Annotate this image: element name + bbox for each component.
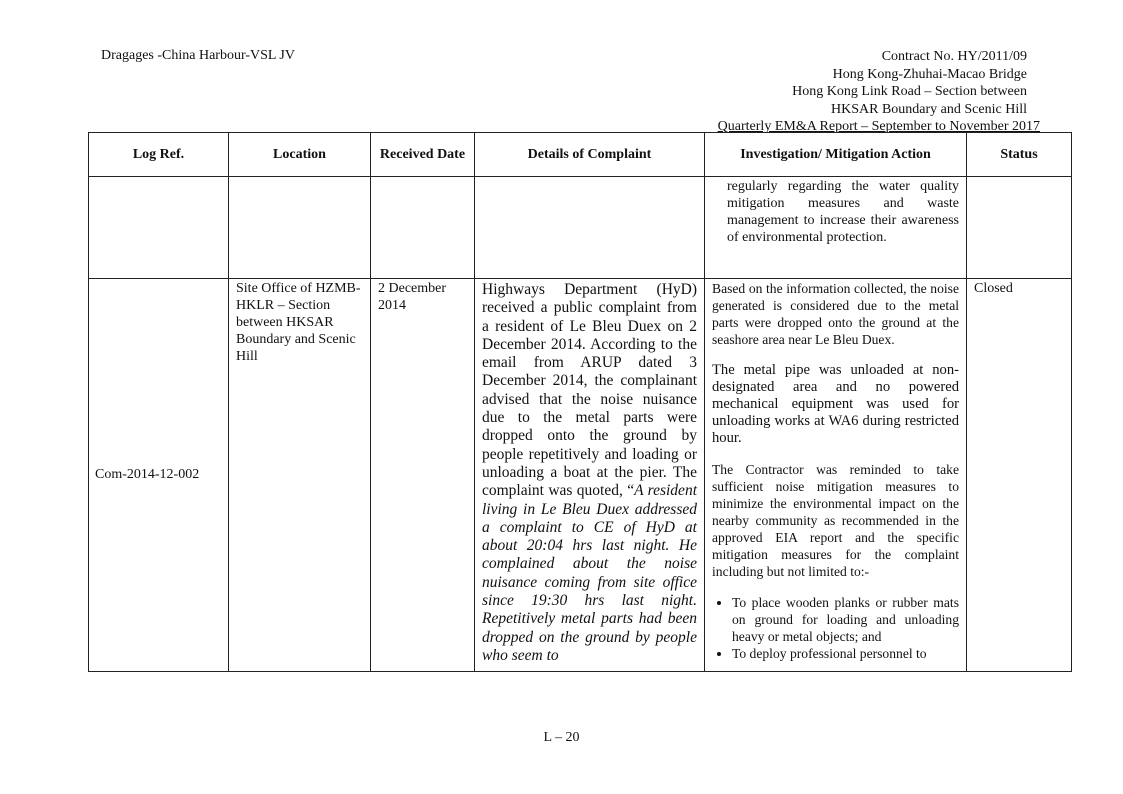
action-bullet: • To place wooden planks or rubber mats on ground for loading and unloading heavy or metal objects; and [732, 594, 959, 645]
complaint-details-cell [475, 279, 705, 672]
received-date-cell: 2 December 2014 [371, 279, 475, 672]
status-cell: Closed [967, 279, 1072, 672]
contract-number: Contract No. HY/2011/09 [881, 49, 1027, 64]
project-section-2: HKSAR Boundary and Scenic Hill [831, 101, 1027, 117]
col-header-location: Location [229, 133, 371, 177]
col-header-details: Details of Complaint [475, 133, 705, 177]
col-header-log-ref: Log Ref. [89, 133, 229, 177]
table-header-row [89, 133, 1072, 177]
continued-action-cell: regularly regarding the water quality mitigation measures and waste management to increase their awareness of environmental protection. [705, 177, 967, 279]
project-name: Hong Kong-Zhuhai-Macao Bridge [832, 66, 1027, 82]
col-header-received-date: Received Date [371, 133, 475, 177]
action-paragraph-2: The metal pipe was unloaded at non-designated area and no powered mechanical equipment was used for unloading works at WA6 during restricted hour. [712, 362, 959, 446]
log-ref-cell: Com-2014-12-002 [89, 279, 229, 672]
action-paragraph-3: The Contractor was reminded to take sufficient noise mitigation measures to minimize the environmental impact on the nearby community as recommended in the approved EIA report and the specific mitigation measures for the complaint including but not limited to:- [712, 462, 959, 579]
contractor-name: Dragages -China Harbour-VSL JV [101, 48, 295, 63]
action-cell [705, 279, 967, 672]
page-number: L – 20 [543, 730, 580, 745]
table-row-continuation [89, 177, 1072, 279]
location-cell: Site Office of HZMB-HKLR – Section between HKSAR Boundary and Scenic Hill [229, 279, 371, 672]
action-bullet: • To deploy professional personnel to [732, 645, 959, 662]
complaint-quote: A resident living in Le Bleu Duex addressed a complaint to CE of HyD at about 20:04 hrs last night. He complained about the noise nuisance coming from site office since 19:30 hrs last night. Repetitively metal parts had been dropped on the ground by people who seem to [482, 482, 697, 664]
col-header-action: Investigation/ Mitigation Action [705, 133, 967, 177]
action-bullet-list [712, 594, 959, 662]
complaint-log-table [88, 132, 1072, 672]
complaint-text: Highways Department (HyD) received a public complaint from a resident of Le Bleu Duex on 2 December 2014. According to the email from ARUP dated 3 December 2014, the complainant advised that the noise nuisance due to the metal parts were dropped onto the ground by people repetitively and loading or unloading a boat at the pier. The complaint was quoted, “ [482, 281, 697, 500]
report-header [717, 48, 1040, 136]
project-section: Hong Kong Link Road – Section between [792, 84, 1027, 99]
col-header-status: Status [967, 133, 1072, 177]
action-paragraph-1: Based on the information collected, the noise generated is considered due to the metal parts were dropped onto the ground at the seashore area near Le Bleu Duex. [712, 281, 959, 347]
table-row [89, 279, 1072, 672]
report-title: Quarterly EM&A Report – September to November 2017 [717, 119, 1040, 134]
